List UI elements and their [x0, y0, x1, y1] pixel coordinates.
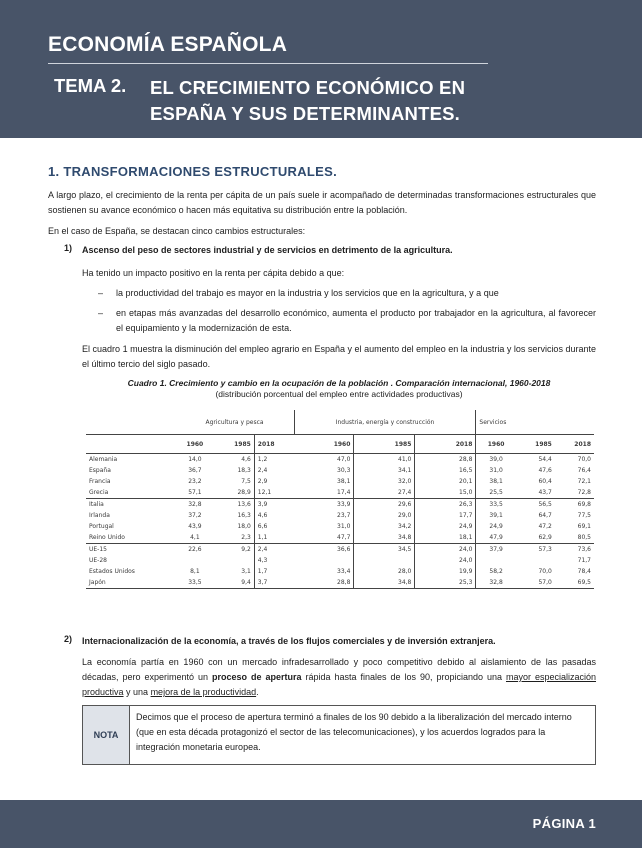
value-cell: 23,7 [337, 512, 351, 519]
value-cell: 60,4 [538, 478, 552, 485]
value-cell: 47,6 [538, 467, 552, 474]
value-cell: 18,0 [237, 523, 251, 530]
item-1-number: 1) [64, 243, 73, 253]
table-body [86, 454, 594, 589]
country-cell: Italia [89, 501, 104, 508]
value-cell: 43,7 [516, 487, 555, 499]
value-cell: 57,1 [175, 487, 214, 499]
value-cell: 34,5 [354, 544, 415, 556]
tema-title-line-2: ESPAÑA Y SUS DETERMINANTES. [150, 103, 461, 124]
tema-title [150, 75, 465, 127]
value-cell: 13,6 [237, 501, 251, 508]
value-cell: 31,0 [476, 465, 516, 476]
table-row [86, 476, 594, 487]
value-cell [175, 555, 214, 566]
table-caption-subtitle: (distribución porcentual del empleo entre actividades productivas) [215, 389, 463, 399]
value-cell: 24,9 [476, 521, 516, 532]
country-cell: Reino Unido [86, 532, 175, 544]
nota-text: Decimos que el proceso de apertura terminó a finales de los 90 debido a la liberalización del mercado interno (que en esta década protagonizó el sector de las telecomunicaciones), y los acuerdos logrados para la integración monetaria europea. [136, 712, 572, 752]
value-cell: 3,7 [254, 577, 294, 589]
value-cell: 4,6 [241, 456, 251, 463]
value-cell: 1,2 [254, 454, 294, 466]
value-cell: 19,9 [415, 566, 476, 577]
item-2-heading: Internacionalización de la economía, a través de los flujos comerciales y de inversión extranjera. [82, 636, 496, 646]
value-cell: 23,2 [188, 478, 202, 485]
highlight-especializacion: mayor especialización productiva [82, 672, 597, 697]
value-cell: 8,1 [190, 568, 200, 575]
value-cell: 37,9 [476, 544, 516, 556]
value-cell: 28,8 [415, 454, 476, 466]
value-cell [294, 555, 354, 566]
value-cell: 62,9 [516, 532, 555, 544]
intro-lead: En el caso de España, se destacan cinco cambios estructurales: [48, 226, 306, 236]
item-1-lead: Ha tenido un impacto positivo en la renta per cápita debido a que: [82, 268, 345, 278]
value-cell: 33,5 [476, 499, 516, 511]
table-row [86, 499, 594, 511]
value-cell: 2,4 [254, 544, 294, 556]
header-divider [48, 63, 488, 64]
country-cell: UE-15 [89, 546, 107, 553]
value-cell: 4,1 [175, 532, 214, 544]
highlight-apertura: proceso de apertura [212, 672, 302, 682]
bullet-item-1: la productividad del trabajo es mayor en la industria y los servicios que en la agricultura, y a que [116, 288, 499, 298]
value-cell: 47,7 [294, 532, 354, 544]
value-cell: 2,3 [214, 532, 254, 544]
table-caption [84, 378, 594, 400]
value-cell: 3,1 [241, 568, 251, 575]
value-cell [476, 555, 516, 566]
group-servicios: Servicios [476, 410, 594, 435]
table-year-header [86, 435, 594, 454]
intro-paragraph: A largo plazo, el crecimiento de la renta per cápita de un país suele ir acompañado de determinadas transformaciones estructurales que sostienen su avance económico o hacen más equitativa su distribución entre la población. [48, 190, 596, 215]
value-cell: 33,4 [337, 568, 351, 575]
value-cell: 64,7 [538, 512, 552, 519]
value-cell: 54,4 [538, 456, 552, 463]
value-cell: 69,5 [555, 577, 594, 589]
value-cell [354, 555, 415, 566]
value-cell: 28,0 [354, 566, 415, 577]
year-cell: 1985 [516, 435, 555, 454]
value-cell: 22,6 [188, 546, 202, 553]
value-cell: 1,7 [254, 566, 294, 577]
year-cell: 2018 [555, 435, 594, 454]
table-row [86, 454, 594, 466]
value-cell: 72,1 [577, 478, 591, 485]
value-cell: 18,3 [237, 467, 251, 474]
value-cell: 28,9 [214, 487, 254, 499]
value-cell: 80,5 [555, 532, 594, 544]
value-cell: 37,2 [188, 512, 202, 519]
table-row [86, 544, 594, 556]
group-industria: Industria, energía y construcción [294, 410, 476, 435]
year-cell: 2018 [254, 435, 294, 454]
value-cell: 32,8 [476, 577, 516, 589]
value-cell: 57,0 [516, 577, 555, 589]
value-cell: 47,9 [476, 532, 516, 544]
value-cell: 17,4 [294, 487, 354, 499]
value-cell: 72,8 [555, 487, 594, 499]
value-cell: 18,1 [415, 532, 476, 544]
country-cell: Francia [89, 478, 111, 485]
country-cell: Grecia [86, 487, 175, 499]
value-cell: 20,1 [415, 476, 476, 487]
value-cell: 1,1 [254, 532, 294, 544]
value-cell: 38,1 [337, 478, 351, 485]
value-cell: 36,7 [188, 467, 202, 474]
bullet-dash-icon: – [98, 288, 104, 298]
page-footer [0, 800, 642, 848]
value-cell: 4,6 [254, 510, 294, 521]
value-cell: 16,3 [237, 512, 251, 519]
course-title: ECONOMÍA ESPAÑOLA [48, 33, 288, 56]
item-2-number: 2) [64, 634, 73, 644]
country-cell: Portugal [89, 523, 114, 530]
value-cell: 69,8 [577, 501, 591, 508]
value-cell: 29,0 [354, 510, 415, 521]
value-cell: 3,9 [254, 499, 294, 511]
value-cell: 57,3 [538, 546, 552, 553]
value-cell: 9,2 [241, 546, 251, 553]
value-cell [214, 555, 254, 566]
value-cell: 33,9 [337, 501, 351, 508]
highlight-productividad: mejora de la productividad [150, 687, 257, 697]
year-cell: 1960 [476, 435, 516, 454]
value-cell: 71,7 [577, 557, 591, 564]
value-cell: 25,3 [415, 577, 476, 589]
value-cell: 69,1 [577, 523, 591, 530]
value-cell: 24,0 [415, 555, 476, 566]
country-cell: Alemania [89, 456, 118, 463]
value-cell: 76,4 [577, 467, 591, 474]
table-row [86, 532, 594, 544]
page-number: PÁGINA 1 [532, 816, 596, 831]
item-1-heading: Ascenso del peso de sectores industrial y de servicios en detrimento de la agricultura. [82, 245, 453, 255]
value-cell: 34,8 [354, 532, 415, 544]
value-cell: 32,0 [354, 476, 415, 487]
value-cell: 32,8 [188, 501, 202, 508]
country-cell: Japón [86, 577, 175, 589]
value-cell: 39,1 [476, 510, 516, 521]
table-row [86, 465, 594, 476]
nota-box [82, 705, 596, 765]
value-cell: 9,4 [214, 577, 254, 589]
cuadro-paragraph: El cuadro 1 muestra la disminución del empleo agrario en España y el aumento del empleo en la industria y los servicios durante el último tercio del siglo pasado. [82, 344, 596, 369]
country-cell: UE-28 [89, 557, 107, 564]
value-cell: 14,0 [188, 456, 202, 463]
value-cell: 4,3 [254, 555, 294, 566]
value-cell: 78,4 [577, 568, 591, 575]
table-group-header [86, 410, 594, 435]
group-agricultura: Agricultura y pesca [175, 410, 294, 435]
year-cell: 2018 [415, 435, 476, 454]
value-cell: 34,1 [354, 465, 415, 476]
value-cell: 33,5 [175, 577, 214, 589]
value-cell: 27,4 [354, 487, 415, 499]
table-row [86, 510, 594, 521]
year-cell: 1985 [214, 435, 254, 454]
value-cell: 34,8 [354, 577, 415, 589]
value-cell: 70,0 [538, 568, 552, 575]
value-cell: 70,0 [577, 456, 591, 463]
value-cell: 41,0 [354, 454, 415, 466]
table-caption-title: Cuadro 1. Crecimiento y cambio en la ocupación de la población . Comparación internacional, 1960-2018 [127, 378, 551, 388]
value-cell: 2,4 [254, 465, 294, 476]
bullet-item-2: en etapas más avanzadas del desarrollo económico, aumenta el producto por trabajador en la agricultura, al favorecer el equipamiento y la modernización de esta. [116, 308, 596, 333]
value-cell: 12,1 [254, 487, 294, 499]
section-title: 1. TRANSFORMACIONES ESTRUCTURALES. [48, 164, 337, 179]
item-2-paragraph: La economía partía en 1960 con un mercado infradesarrollado y poco competitivo debido al aislamiento de las pasadas décadas, pero experimentó un proceso de apertura rápida hasta finales de los 90, propiciando una mayor especialización productiva y una mejora de la productividad. [82, 657, 597, 697]
page-header [0, 0, 642, 138]
value-cell: 39,0 [476, 454, 516, 466]
value-cell: 36,6 [337, 546, 351, 553]
tema-title-line-1: EL CRECIMIENTO ECONÓMICO EN [150, 77, 466, 98]
value-cell: 34,2 [354, 521, 415, 532]
value-cell: 2,9 [254, 476, 294, 487]
country-cell: Estados Unidos [89, 568, 135, 575]
value-cell: 31,0 [337, 523, 351, 530]
employment-table [86, 410, 594, 589]
tema-label: TEMA 2. [54, 75, 127, 96]
table-row [86, 487, 594, 499]
value-cell: 43,9 [188, 523, 202, 530]
year-cell: 1985 [354, 435, 415, 454]
value-cell: 7,5 [241, 478, 251, 485]
value-cell: 38,1 [476, 476, 516, 487]
value-cell: 30,3 [337, 467, 351, 474]
nota-label: NOTA [83, 706, 130, 764]
bullet-dash-icon: – [98, 308, 104, 318]
value-cell: 26,3 [415, 499, 476, 511]
value-cell: 24,9 [415, 521, 476, 532]
value-cell: 24,0 [415, 544, 476, 556]
value-cell: 56,5 [538, 501, 552, 508]
year-cell: 1960 [294, 435, 354, 454]
value-cell [516, 555, 555, 566]
country-cell: España [89, 467, 111, 474]
value-cell: 77,5 [577, 512, 591, 519]
table-row [86, 555, 594, 566]
table-row [86, 577, 594, 589]
value-cell: 6,6 [254, 521, 294, 532]
table-row [86, 566, 594, 577]
value-cell: 73,6 [577, 546, 591, 553]
value-cell: 16,5 [415, 465, 476, 476]
value-cell: 47,0 [337, 456, 351, 463]
value-cell: 28,8 [294, 577, 354, 589]
value-cell: 47,2 [538, 523, 552, 530]
value-cell: 17,7 [415, 510, 476, 521]
value-cell: 58,2 [476, 566, 516, 577]
value-cell: 15,0 [415, 487, 476, 499]
country-cell: Irlanda [89, 512, 110, 519]
year-cell: 1960 [175, 435, 214, 454]
table-row [86, 521, 594, 532]
value-cell: 29,6 [354, 499, 415, 511]
value-cell: 25,5 [476, 487, 516, 499]
